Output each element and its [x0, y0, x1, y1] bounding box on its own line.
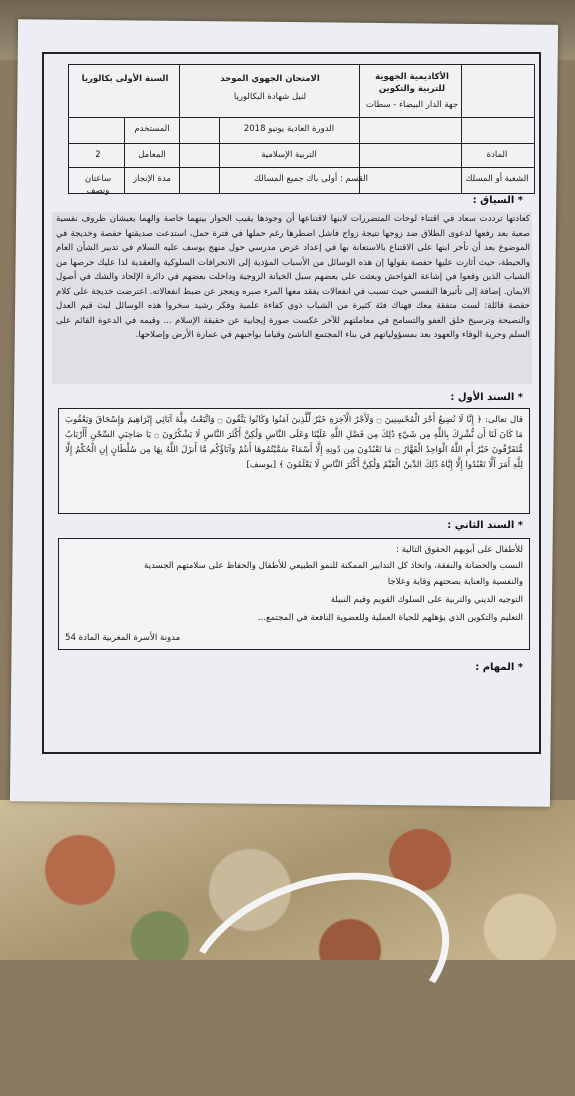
label-coef: المعامل — [138, 150, 166, 160]
source2-item: والنفسية والعناية بصحتهم وقاية وعلاجا — [387, 577, 523, 587]
branch: القسم : أولى باك جميع المسالك — [253, 174, 368, 184]
label-branch: الشعبة أو المسلك — [465, 174, 529, 184]
label-material: المادة — [486, 150, 508, 160]
material: التربية الإسلامية — [261, 150, 317, 160]
tasks-title: * المهام : — [475, 662, 523, 673]
source2-reference: مدونة الأسرة المغربية المادة 54 — [65, 633, 181, 643]
label-duration: مدة الإنجاز — [133, 174, 171, 184]
region-name: جهة الدار البيضاء - سطات — [365, 100, 459, 110]
header-table — [68, 64, 535, 194]
label-sample: المستخدم — [134, 124, 170, 134]
context-title: * السياق : — [472, 195, 523, 206]
source2-item: التعليم والتكوين الذي يؤهلهم للحياة العملية وللعضوية النافعة في المجتمع... — [257, 613, 523, 623]
level: السنة الأولى بكالوريا — [81, 74, 169, 84]
source1-text: قال تعالى: ﴿ إِنَّا لَا نُضِيعُ أَجْرَ الْمُحْسِنِينَ ۝ وَلَأَجْرُ الْآخِرَةِ خَيْرٌ لِّلَّذِينَ آمَنُوا وَكَانُوا يَتَّقُونَ ۝ وَاتَّبَعْتُ مِلَّةَ آبَائِي إِبْرَاهِيمَ وَإِسْحَاقَ وَيَعْقُوبَ مَا كَانَ لَنَا أَن نُّشْرِكَ بِاللَّهِ مِن شَيْءٍ ذَٰلِكَ مِن فَضْلِ اللَّهِ عَلَيْنَا وَعَلَى النَّاسِ وَلَٰكِنَّ أَكْثَرَ النَّاسِ لَا يَشْكُرُونَ ۝ يَا صَاحِبَيِ السِّجْنِ أَأَرْبَابٌ مُّتَفَرِّقُونَ خَيْرٌ أَمِ اللَّهُ الْوَاحِدُ الْقَهَّارُ ۝ مَا تَعْبُدُونَ مِن دُونِهِ إِلَّا أَسْمَاءً سَمَّيْتُمُوهَا أَنتُمْ وَآبَاؤُكُم مَّا أَنزَلَ اللَّهُ بِهَا مِن سُلْطَانٍ إِنِ الْحُكْمُ إِلَّا لِلَّهِ أَمَرَ أَلَّا تَعْبُدُوا إِلَّا إِيَّاهُ ذَٰلِكَ الدِّينُ الْقَيِّمُ وَلَٰكِنَّ أَكْثَرَ النَّاسِ لَا يَعْلَمُونَ ﴾ [يوسف] — [65, 415, 523, 470]
academy-name: الأكاديمية الجهوية للتربية والتكوين — [375, 72, 449, 94]
exam-title: الامتحان الجهوي الموحد — [220, 74, 320, 84]
source2-title: * السند الثاني : — [447, 520, 523, 531]
coef: 2 — [95, 150, 101, 160]
duration: ساعتان ونصف — [84, 174, 112, 196]
source2-intro: للأطفال على أبويهم الحقوق التالية : — [396, 545, 523, 555]
session: الدورة العادية يونيو 2018 — [243, 124, 335, 134]
source2-item: التوجيه الديني والتربية على السلوك القويم وقيم النبيلة — [330, 595, 523, 605]
exam-subtitle: لنيل شهادة البكالوريا — [233, 92, 307, 102]
source1-box — [58, 408, 530, 514]
source1-title: * السند الأول : — [450, 392, 523, 403]
context-text: كعادتها ترددت سعاد في اقتناء لوحات المتضررات لابنها لاقتناعها أن وجودها يقيب الحوار بينهما خاصة والهما يعيشان ظروف نفسية صعبة بعد رفعها لدعوى الطلاق ضد زوجها نتيجة زواج فاشل اضطرها رغم حملها في فترة حمل، استدعت صديقتها حفصة وخديجة في الموضوع بعد أن تأخر ابنها على الاقتناع بالاستعانة بها في إعداد عرض مدرسي حول منهج يوسف عليه السلام في تدبير الشأن العام والحيطة، حيث أثارت عليها حفصة بقولها إن هذه الوسائل من الأسباب المؤدية إلى الانحرافات السلوكية والعقدية لذا عليك حرصها من الشباب الذين وقعوا في إشاعة الفواحش وبعثت على بعضهم سبل الخيانة الزوجية وداخلت بعضهم في دائرة الإلحاد والشك في أصول الايمان. إضافة إلى تأثيرها النفسي حيث تسبب في انفعالات يفقد معها المرء صبره ويعجز عن ضبط انفعالاته. اعترضت خديجة على كلام حفصة قائلة: لست متفقة معك فهناك فئة كثيرة من الشباب ذوي كفاءة علمية وفكر رشيد سخروا هذه الوسائل لبث قيم العدل والنصيحة وترسيخ خلق العفو والتسامح في معاملتهم للآخر عكست صورة إيجابية عن حقيقة الإسلام ... وقيمه في الدعوة القائم على السلم وحرية الوفاء والعهود بعد بمسؤولياتهم في بناء المجتمع الناشئ وقياما بواجبهم في عمارة الأرض وإصلاحها. — [56, 214, 530, 340]
source2-item: النسب والحضانة والنفقة، واتخاذ كل التدابير الممكنة للنمو الطبيعي للأطفال والحفاظ على سلامتهم الجسدية — [144, 561, 523, 571]
source2-box — [58, 538, 530, 650]
